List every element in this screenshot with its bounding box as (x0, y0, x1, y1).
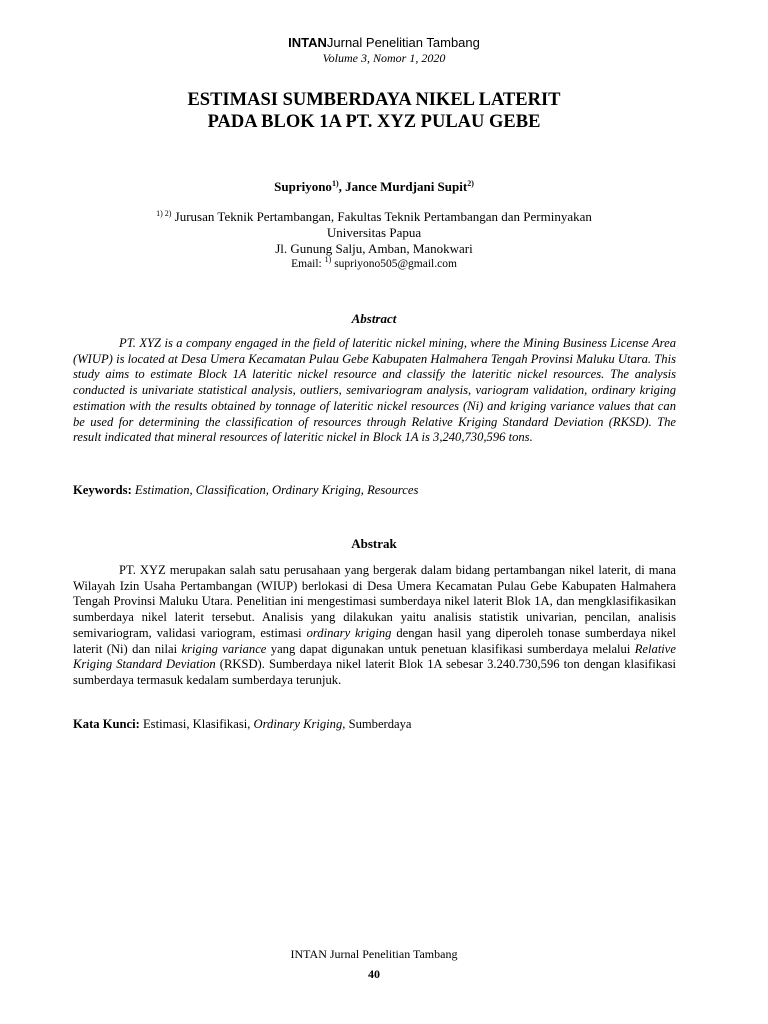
abstrak-part-1: PT. XYZ merupakan salah satu perusahaan yang bergerak dalam bidang pertambangan nikel laterit, di mana Wilayah Izin Usaha Pertambangan (WIUP) berlokasi di Desa Umera Kecamatan Pulau Gebe Kabupaten Halmahera Tengah Provinsi Maluku Utara. Penelitian ini mengestimasi sumberdaya nikel laterit Blok 1A, dan mengklasifikasikan sumberdaya nikel laterit tersebut. Analisis yang dilakukan yaitu analisis statistik univarian, pencilan, analisis semivariogram, validasi variogram, estimasi (73, 563, 676, 640)
abstract-heading: Abstract (351, 311, 397, 326)
email-address: supriyono505@gmail.com (331, 258, 457, 270)
abstrak-heading: Abstrak (351, 536, 397, 551)
journal-name-bold: INTAN (288, 35, 327, 50)
affiliation-line2: Universitas Papua (326, 225, 422, 240)
abstract-body: PT. XYZ is a company engaged in the field of lateritic nickel mining, where the Mining Business License Area (WIUP) is located at Desa Umera Kecamatan Pulau Gebe Kabupaten Halmahera Tengah Provinsi Maluku Utara. This study aims to estimate Block 1A lateritic nickel resource and classify the lateritic nickel resources. The analysis conducted is univariate statistical analysis, outliers, semivariogram analysis, variogram validation, ordinary kriging estimation with the results obtained by tonnage of lateritic nickel resources (Ni) and kriging variance values that can be used for determining the classification of resources through Relative Kriging Standard Deviation (RKSD). The result indicated that mineral resources of lateritic nickel in Block 1A is 3,240,730,596 tons. (73, 336, 676, 445)
author-2-sup: 2) (467, 179, 474, 188)
abstract-text (73, 336, 676, 446)
email-sup: 1) (324, 255, 332, 264)
paper-title (0, 89, 748, 133)
page-number: 40 (368, 967, 380, 981)
abstrak-text (73, 563, 676, 689)
email-label: Email: (291, 258, 325, 270)
kata-kunci-part-2: Ordinary Kriging (253, 717, 343, 731)
author-email (0, 255, 748, 271)
affiliation-text-1: Jurusan Teknik Pertambangan, Fakultas Teknik Pertambangan dan Perminyakan (171, 209, 592, 224)
paper-title-line2: PADA BLOK 1A PT. XYZ PULAU GEBE (207, 112, 541, 132)
abstrak-part-4: (RKSD). Sumberdaya nikel laterit Blok 1A sebesar 3.240.730,596 ton dengan klasifikasi sumberdaya termasuk kedalam sumberdaya terunjuk. (73, 657, 676, 687)
keywords (73, 483, 676, 498)
paper-title-line1: ESTIMASI SUMBERDAYA NIKEL LATERIT (187, 90, 561, 110)
journal-name-rest: Jurnal Penelitian Tambang (326, 35, 480, 50)
affiliation-sup: 1) 2) (156, 209, 172, 218)
keywords-list: Estimation, Classification, Ordinary Kriging, Resources (131, 483, 419, 497)
authors (0, 179, 748, 194)
abstrak-part-2: dengan hasil yang diperoleh tonase sumberdaya nikel laterit (Ni) dan nilai (73, 625, 676, 656)
abstrak-term-rksd: Relative Kriging Standard Deviation (73, 641, 676, 672)
affiliation-line1 (0, 209, 748, 225)
kata-kunci-label: Kata Kunci: (73, 717, 140, 731)
abstrak-part-3: yang dapat digunakan untuk penetuan klasifikasi sumberdaya melalui (266, 641, 635, 656)
keywords-label: Keywords: (73, 483, 132, 497)
affiliation-line3: Jl. Gunung Salju, Amban, Manokwari (275, 241, 473, 256)
author-1-sup: 1) (331, 179, 339, 188)
author-separator: , (338, 179, 346, 194)
kata-kunci-part-1: Estimasi, Klasifikasi, (139, 717, 254, 731)
journal-volume: Volume 3, Nomor 1, 2020 (322, 51, 446, 65)
kata-kunci (73, 717, 676, 732)
abstrak-term-ordinary-kriging: ordinary kriging (306, 625, 392, 640)
abstrak-term-kriging-variance: kriging variance (181, 641, 267, 656)
footer-journal: INTAN Jurnal Penelitian Tambang (290, 947, 458, 961)
journal-header (0, 35, 768, 50)
author-2: Jance Murdjani Supit (345, 179, 468, 194)
author-1: Supriyono (274, 179, 332, 194)
kata-kunci-part-3: , Sumberdaya (342, 717, 412, 731)
